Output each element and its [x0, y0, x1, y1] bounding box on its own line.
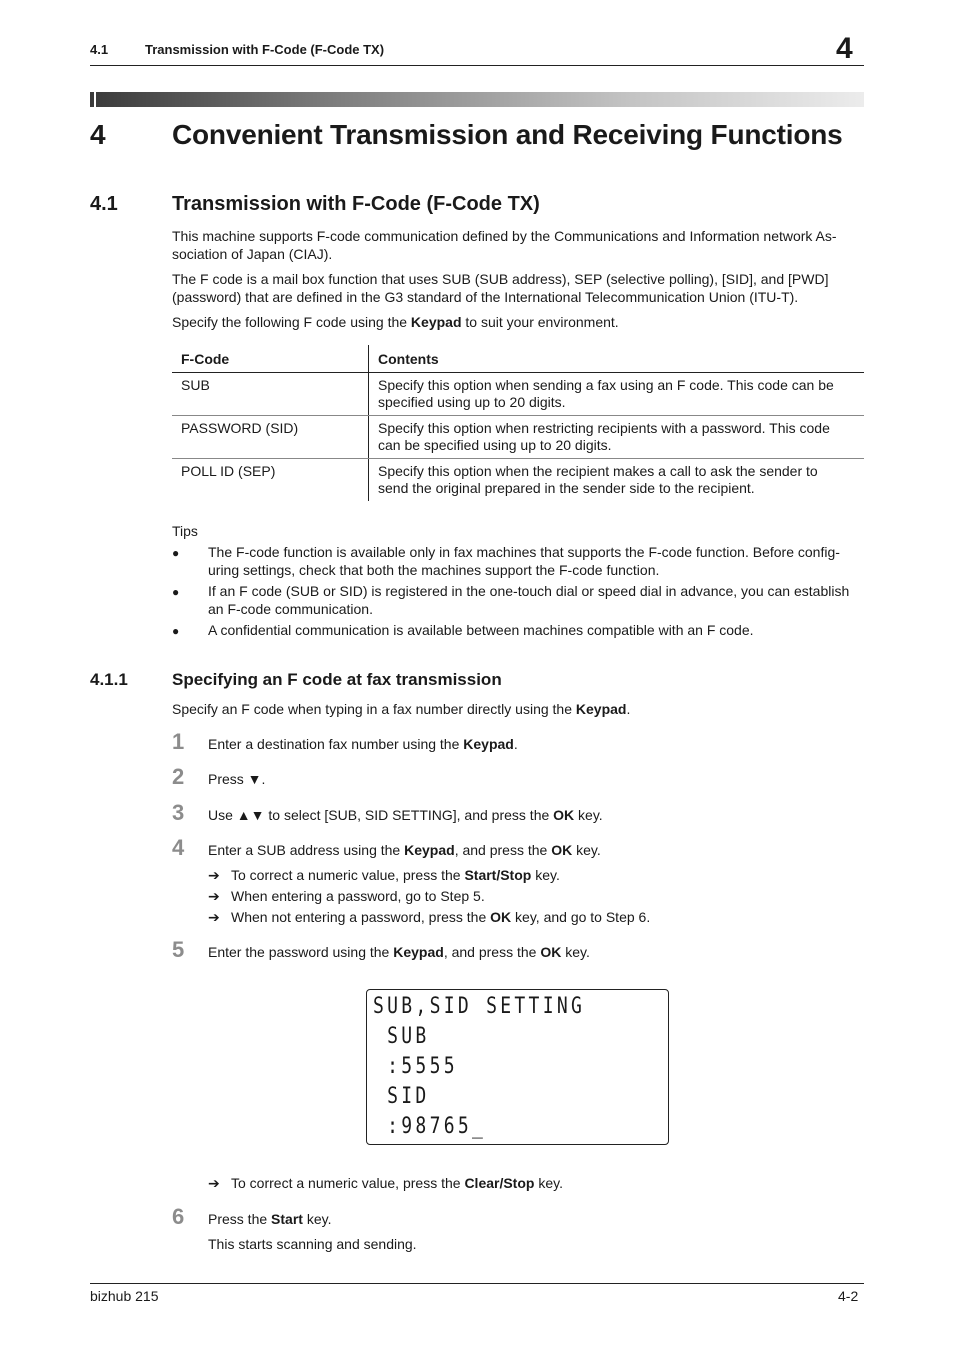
arrow-icon: ➔ — [208, 867, 220, 883]
fcode-line: (password) that are defined in the G3 standard of the International Telecommunication Union (ITU-T). — [172, 288, 799, 305]
step-subitem: To correct a numeric value, press the Clear/Stop key. — [231, 1175, 563, 1191]
step-number: 3 — [172, 800, 185, 825]
subsection-title: Specifying an F code at fax transmission — [172, 670, 502, 689]
table-cell-code: PASSWORD (SID) — [172, 416, 369, 459]
footer-page-number: 4-2 — [838, 1288, 859, 1304]
table-cell-contents: Specify this option when restricting recipients with a password. This code can be specified using up to 20 digits. — [369, 416, 865, 459]
table-header-fcode: F-Code — [172, 345, 369, 373]
table-row — [172, 416, 864, 459]
step-subitem: When not entering a password, press the OK key, and go to Step 6. — [231, 909, 651, 925]
tip-item: If an F code (SUB or SID) is registered in the one-touch dial or speed dial in advance, you can establish an F-code communication. — [208, 583, 850, 617]
table-cell-contents: Specify this option when sending a fax using an F code. This code can be specified using up to 20 digits. — [369, 373, 865, 416]
header-rule — [90, 65, 864, 66]
lcd-line: :98765_ — [373, 1114, 487, 1139]
header-section-number: 4.1 — [90, 42, 109, 57]
table-row — [172, 373, 864, 416]
intro-line: This machine supports F-code communication defined by the Communications and Information network As- — [172, 228, 837, 244]
chapter-band — [90, 92, 864, 107]
step-note: This starts scanning and sending. — [208, 1236, 417, 1252]
header-chapter-number: 4 — [836, 32, 853, 65]
footer-model: bizhub 215 — [90, 1288, 159, 1304]
tip-item: A confidential communication is available between machines compatible with an F code. — [208, 622, 754, 638]
step-subitem: When entering a password, go to Step 5. — [231, 888, 485, 904]
intro-line: sociation of Japan (CIAJ). — [172, 245, 333, 262]
step-text: Press the Start key. — [208, 1211, 332, 1227]
fcode-line: The F code is a mail box function that uses SUB (SUB address), SEP (selective polling), [SID], and [PWD] — [172, 271, 829, 287]
step-number: 4 — [172, 835, 185, 860]
table-cell-code: POLL ID (SEP) — [172, 459, 369, 502]
step-text: Enter the password using the Keypad, and press the OK key. — [208, 944, 590, 960]
chapter-number: 4 — [90, 119, 106, 150]
step-number: 1 — [172, 729, 185, 754]
header-section-title: Transmission with F-Code (F-Code TX) — [145, 42, 385, 57]
step-subitem: To correct a numeric value, press the Start/Stop key. — [231, 867, 560, 883]
section-title: Transmission with F-Code (F-Code TX) — [172, 193, 540, 215]
subsection-number: 4.1.1 — [90, 670, 128, 689]
step-text: Enter a SUB address using the Keypad, and press the OK key. — [208, 842, 601, 858]
step-text: Press ▼. — [208, 771, 266, 787]
keypad-paragraph: Specify the following F code using the Keypad to suit your environment. — [172, 314, 619, 330]
tip-item: The F-code function is available only in fax machines that supports the F-code function. Before config- uring settings, check that both the machines support the F-code function. — [208, 544, 840, 578]
step-text: Enter a destination fax number using the Keypad. — [208, 736, 518, 752]
bullet-icon: ● — [172, 546, 180, 560]
chapter-title: Convenient Transmission and Receiving Functions — [172, 119, 843, 150]
step-number: 2 — [172, 764, 185, 789]
subsection-intro: Specify an F code when typing in a fax number directly using the Keypad. — [172, 701, 631, 717]
fcode-paragraph — [172, 271, 864, 306]
arrow-icon: ➔ — [208, 1175, 220, 1191]
arrow-icon: ➔ — [208, 888, 220, 904]
lcd-line: SUB,SID SETTING — [373, 994, 586, 1019]
tips-label: Tips — [172, 523, 198, 539]
footer-rule — [90, 1283, 864, 1284]
arrow-icon: ➔ — [208, 909, 220, 925]
table-row — [172, 459, 864, 502]
fcode-table — [172, 345, 864, 501]
step-number: 6 — [172, 1204, 185, 1229]
intro-paragraph — [172, 228, 864, 263]
lcd-line: SUB — [373, 1024, 430, 1049]
bullet-icon: ● — [172, 585, 180, 599]
table-header-row — [172, 345, 864, 373]
table-cell-code: SUB — [172, 373, 369, 416]
lcd-line: :5555 — [373, 1054, 458, 1079]
lcd-display — [366, 989, 669, 1145]
section-number: 4.1 — [90, 193, 118, 215]
step-text: Use ▲▼ to select [SUB, SID SETTING], and press the OK key. — [208, 807, 603, 823]
table-cell-contents: Specify this option when the recipient makes a call to ask the sender to send the original prepared in the sender side to the recipient. — [378, 463, 818, 496]
step-number: 5 — [172, 937, 185, 962]
bullet-icon: ● — [172, 624, 180, 638]
table-header-contents: Contents — [369, 345, 865, 373]
lcd-line: SID — [373, 1084, 430, 1109]
